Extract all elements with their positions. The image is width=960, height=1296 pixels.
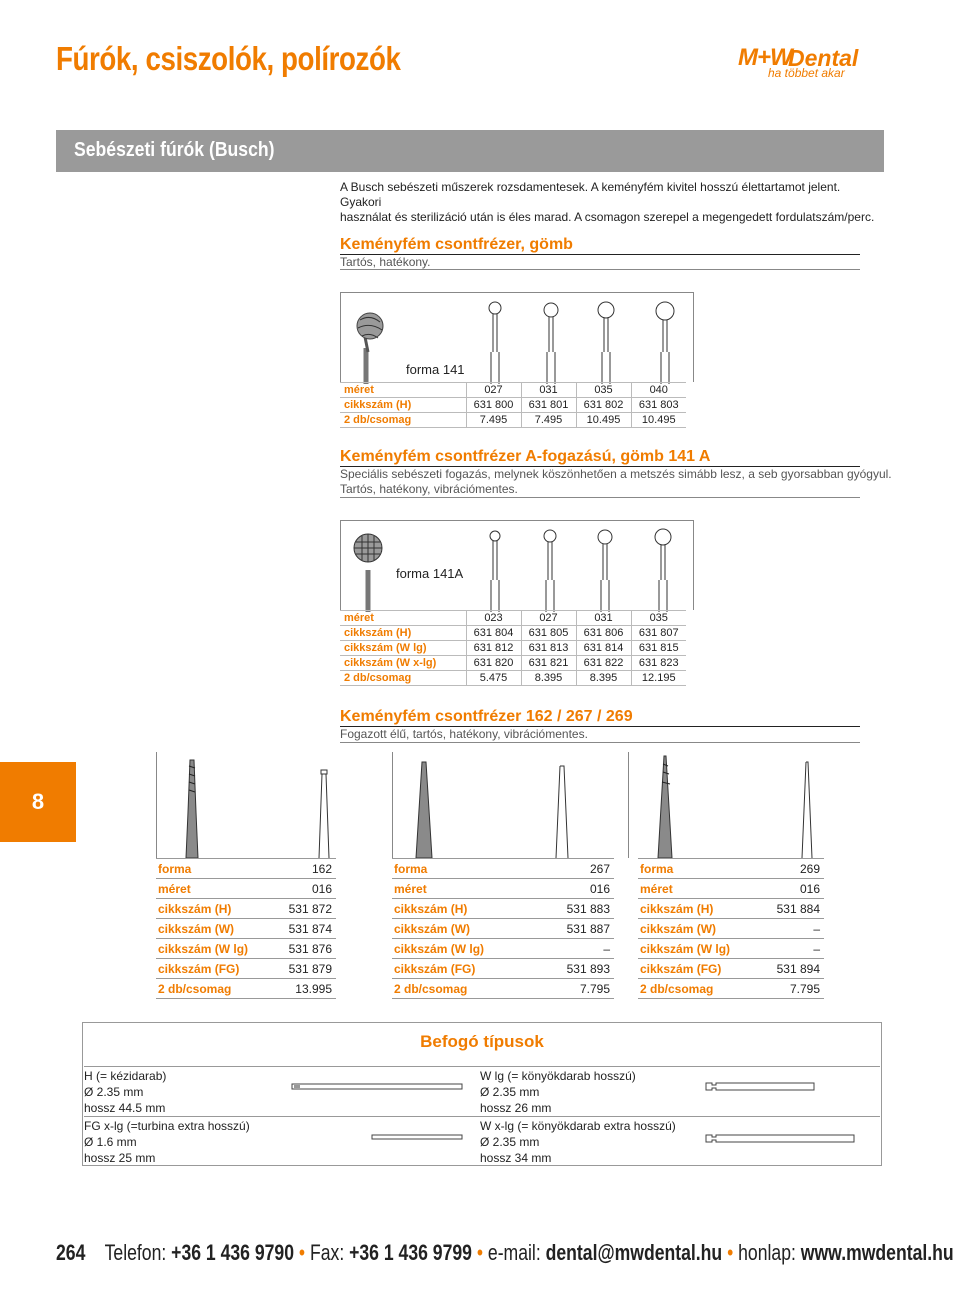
footer: [56, 1240, 954, 1266]
table-row: cikkszám (H) 631 800 631 801 631 802 631 803: [340, 398, 686, 413]
burr-photo-icon: [357, 313, 383, 384]
table-row: méret 016: [156, 879, 336, 899]
table-row: cikkszám (H) 531 883: [392, 899, 614, 919]
shank-item-fg-xlg: FG x-lg (=turbina extra hosszú) Ø 1.6 mm hossz 25 mm: [84, 1116, 480, 1166]
page-number: 264: [56, 1240, 86, 1265]
block2-spec-table: [340, 610, 686, 686]
block2-rule-2: [340, 497, 860, 498]
bur-162-photo-icon: [186, 760, 198, 858]
table-row: 2 db/csomag 7.795: [392, 979, 614, 999]
chapter-tab: 8: [0, 762, 76, 842]
table-row: 2 db/csomag 7.495 7.495 10.495 10.495: [340, 413, 686, 428]
table-row: méret 016: [392, 879, 614, 899]
table-bur-269: [638, 858, 824, 999]
table-row: cikkszám (FG) 531 893: [392, 959, 614, 979]
table-row: méret 027 031 035 040: [340, 383, 686, 398]
shank-w-lg-icon: [704, 1080, 824, 1094]
table-row: cikkszám (W x-lg) 631 820 631 821 631 822 631 823: [340, 656, 686, 671]
intro-line: A Busch sebészeti műszerek rozsdamentesek. A keményfém kivitel hosszú élettartamot jelent. Gyakori: [340, 180, 841, 209]
table-row: méret 023 027 031 035: [340, 611, 686, 626]
block2-heading: Keményfém csontfrézer A-fogazású, gömb 141 A: [340, 448, 711, 465]
intro-paragraph: [340, 180, 880, 225]
bullet: •: [298, 1240, 306, 1265]
bur-267-photo-icon: [416, 762, 432, 858]
bullet: •: [476, 1240, 484, 1265]
shank-h-icon: [290, 1080, 470, 1094]
logo-tagline: ha többet akar: [768, 66, 845, 80]
table-row: cikkszám (FG) 531 894: [638, 959, 824, 979]
shank-item-w-lg: W lg (= könyökdarab hosszú) Ø 2.35 mm hossz 26 mm: [480, 1066, 880, 1116]
block1-forma: forma 141: [406, 362, 465, 377]
table-row: cikkszám (W lg) 531 876: [156, 939, 336, 959]
section-title: Sebészeti fúrók (Busch): [74, 139, 275, 161]
burr-outline-icons: [489, 302, 674, 384]
shank-item-w-xlg: W x-lg (= könyökdarab extra hosszú) Ø 2.35 mm hossz 34 mm: [480, 1116, 880, 1166]
shank-w-xlg-icon: [704, 1132, 864, 1146]
email-label: e-mail:: [487, 1240, 541, 1265]
email-link[interactable]: dental@mwdental.hu: [545, 1240, 723, 1265]
table-row: cikkszám (H) 531 884: [638, 899, 824, 919]
table-row: cikkszám (W lg) 631 812 631 813 631 814 631 815: [340, 641, 686, 656]
block1-illustrations: [340, 292, 694, 384]
fax-number: +36 1 436 9799: [349, 1240, 472, 1265]
table-row: 2 db/csomag 7.795: [638, 979, 824, 999]
table-row: cikkszám (H) 631 804 631 805 631 806 631 807: [340, 626, 686, 641]
table-bur-162: [156, 858, 336, 999]
table-row: cikkszám (W) 531 874: [156, 919, 336, 939]
block3-sub: Fogazott élű, tartós, hatékony, vibrációmentes.: [340, 727, 588, 741]
block2-sub-line: Speciális sebészeti fogazás, melynek köszönhetően a metszés simább lesz, a seb gyorsabban gyógyul.: [340, 467, 892, 481]
bullet: •: [727, 1240, 734, 1265]
bur-162-illustration: [156, 752, 388, 858]
shank-types-title: Befogó típusok: [420, 1032, 544, 1051]
logo-mw: M+W: [738, 44, 792, 71]
brand-logo: [738, 44, 888, 84]
table-row: cikkszám (W lg) –: [638, 939, 824, 959]
block2-illustrations: [340, 520, 694, 612]
block1-rule-2: [340, 269, 860, 270]
phone-number: +36 1 436 9790: [171, 1240, 295, 1265]
shank-fg-xlg-icon: [370, 1132, 470, 1144]
table-bur-267: [392, 858, 614, 999]
table-row: méret 016: [638, 879, 824, 899]
block2-sub-line: Tartós, hatékony, vibrációmentes.: [340, 482, 518, 496]
table-row: 2 db/csomag 13.995: [156, 979, 336, 999]
table-row: 2 db/csomag 5.475 8.395 8.395 12.195: [340, 671, 686, 686]
web-link[interactable]: www.mwdental.hu: [800, 1240, 954, 1265]
table-row: forma 162: [156, 859, 336, 879]
table-row: cikkszám (W) –: [638, 919, 824, 939]
block1-spec-table: [340, 382, 686, 428]
bur-267-outline-icon: [556, 766, 568, 858]
block2-sub: [340, 467, 892, 497]
table-row: cikkszám (W) 531 887: [392, 919, 614, 939]
table-row: cikkszám (W lg) –: [392, 939, 614, 959]
bur-269-photo-icon: [658, 756, 672, 858]
block3-rule-2: [340, 742, 860, 743]
table-row: cikkszám (H) 531 872: [156, 899, 336, 919]
table-row: cikkszám (FG) 531 879: [156, 959, 336, 979]
page-title: Fúrók, csiszolók, polírozók: [56, 40, 401, 77]
burr-a-photo-icon: [354, 534, 382, 612]
logo-dental: Dental: [788, 45, 859, 71]
bur-269-outline-icon: [802, 762, 812, 858]
block2-forma: forma 141A: [396, 566, 464, 581]
web-label: honlap:: [738, 1240, 796, 1265]
fax-label: Fax:: [309, 1240, 345, 1265]
block1-sub: Tartós, hatékony.: [340, 255, 431, 269]
bur-269-illustration: [628, 752, 860, 858]
table-row: forma 269: [638, 859, 824, 879]
phone-label: Telefon:: [104, 1240, 167, 1265]
section-band: [56, 130, 884, 172]
bur-162-outline-icon: [319, 770, 329, 858]
burr-a-outline-icons: [490, 529, 671, 612]
block1-heading: Keményfém csontfrézer, gömb: [340, 236, 573, 253]
intro-line: használat és sterilizáció után is éles marad. A csomagon szerepel a megengedett fordulatszám/perc.: [340, 210, 875, 224]
shank-item-h: H (= kézidarab) Ø 2.35 mm hossz 44.5 mm: [84, 1066, 480, 1116]
table-row: forma 267: [392, 859, 614, 879]
block3-heading: Keményfém csontfrézer 162 / 267 / 269: [340, 708, 633, 725]
bur-267-illustration: [392, 752, 624, 858]
